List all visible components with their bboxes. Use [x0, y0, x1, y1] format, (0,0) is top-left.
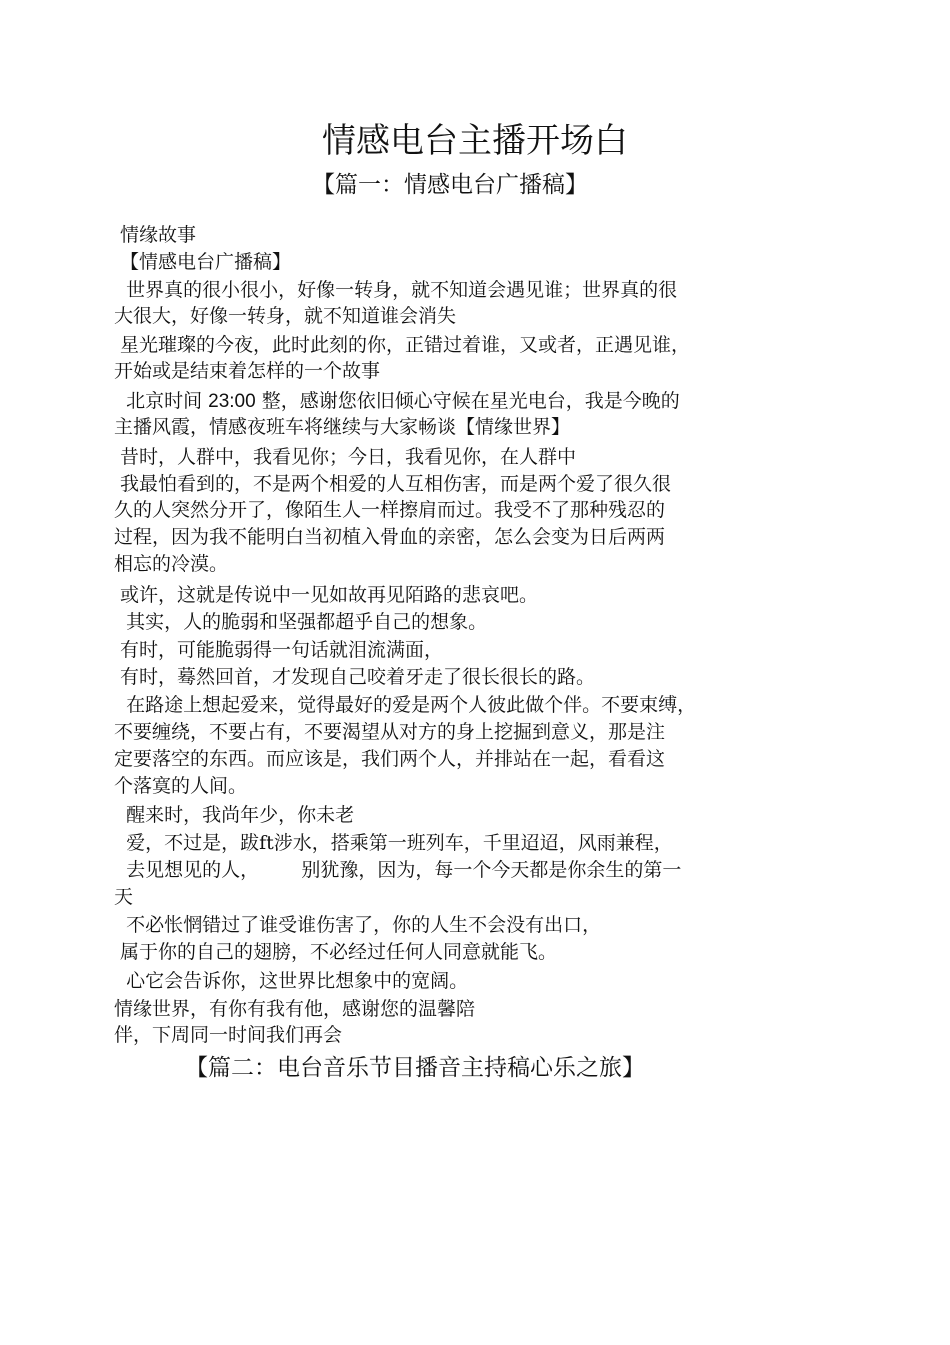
document-title: 情感电台主播开场白 [322, 121, 628, 161]
text-line: 心它会告诉你，这世界比想象中的宽阔。 [114, 970, 469, 992]
text-line: 爱，不过是，跋ft涉水，搭乘第一班列车，千里迢迢，风雨兼程， [114, 832, 673, 854]
text-line: 其实，人的脆弱和坚强都超乎自己的想象。 [114, 611, 488, 633]
text-line: 或许，这就是传说中一见如故再见陌路的悲哀吧。 [114, 584, 539, 606]
text-line: 定要落空的东西。而应该是，我们两个人，并排站在一起，看看这 [114, 748, 666, 770]
text-line: 我最怕看到的，不是两个相爱的人互相伤害，而是两个爱了很久很 [114, 473, 672, 495]
text-span: 整，感谢您依旧倾心守候在星光电台，我是今晚的 [255, 390, 680, 412]
text-line: 久的人突然分开了，像陌生人一样擦肩而过。我受不了那种残忍的 [114, 499, 666, 521]
text-line: 不必怅惘错过了谁受谁伤害了，你的人生不会没有出口， [114, 914, 602, 936]
text-line: 有时，可能脆弱得一句话就泪流满面， [114, 639, 444, 661]
text-line: 相忘的冷漠。 [114, 553, 229, 575]
text-line: 昔时，人群中，我看见你；今日，我看见你，在人群中 [114, 446, 577, 468]
text-line: 世界真的很小很小，好像一转身，就不知道会遇见谁；世界真的很 [114, 279, 678, 301]
text-line: 伴，下周同一时间我们再会 [114, 1024, 343, 1046]
text-span: 北京时间 [114, 390, 203, 412]
text-line: 去见想见的人， 别犹豫，因为，每一个今天都是你余生的第一 [114, 859, 682, 881]
text-line: 情缘世界，有你有我有他，感谢您的温馨陪 [114, 998, 476, 1020]
text-line: 有时，蓦然回首，才发现自己咬着牙走了很长很长的路。 [114, 666, 596, 688]
text-line: 开始或是结束着怎样的一个故事 [114, 360, 381, 382]
text-line [114, 388, 680, 415]
time-text: 23:00 [208, 391, 256, 412]
text-line: 【情感电台广播稿】 [114, 251, 292, 273]
text-line: 属于你的自己的翅膀，不必经过任何人同意就能飞。 [114, 941, 558, 963]
text-line: 不要缠绕，不要占有，不要渴望从对方的身上挖掘到意义，那是注 [114, 721, 666, 743]
text-line: 在路途上想起爱来，觉得最好的爱是两个人彼此做个伴。不要束缚， [114, 694, 697, 716]
text-line: 醒来时，我尚年少，你未老 [114, 804, 355, 826]
text-line: 情缘故事 [114, 224, 197, 246]
section-2-title: 【篇二：电台音乐节目播音主持稿心乐之旅】 [185, 1055, 645, 1081]
text-line: 主播风霞，情感夜班车将继续与大家畅谈【情缘世界】 [114, 416, 571, 438]
text-line: 过程，因为我不能明白当初植入骨血的亲密，怎么会变为日后两两 [114, 526, 666, 548]
text-line: 星光璀璨的今夜，此时此刻的你，正错过着谁，又或者，正遇见谁， [114, 334, 691, 356]
section-1-title: 【篇一：情感电台广播稿】 [312, 172, 588, 198]
text-line: 个落寞的人间。 [114, 775, 248, 797]
text-line: 大很大，好像一转身，就不知道谁会消失 [114, 305, 457, 327]
text-line: 天 [114, 886, 134, 908]
